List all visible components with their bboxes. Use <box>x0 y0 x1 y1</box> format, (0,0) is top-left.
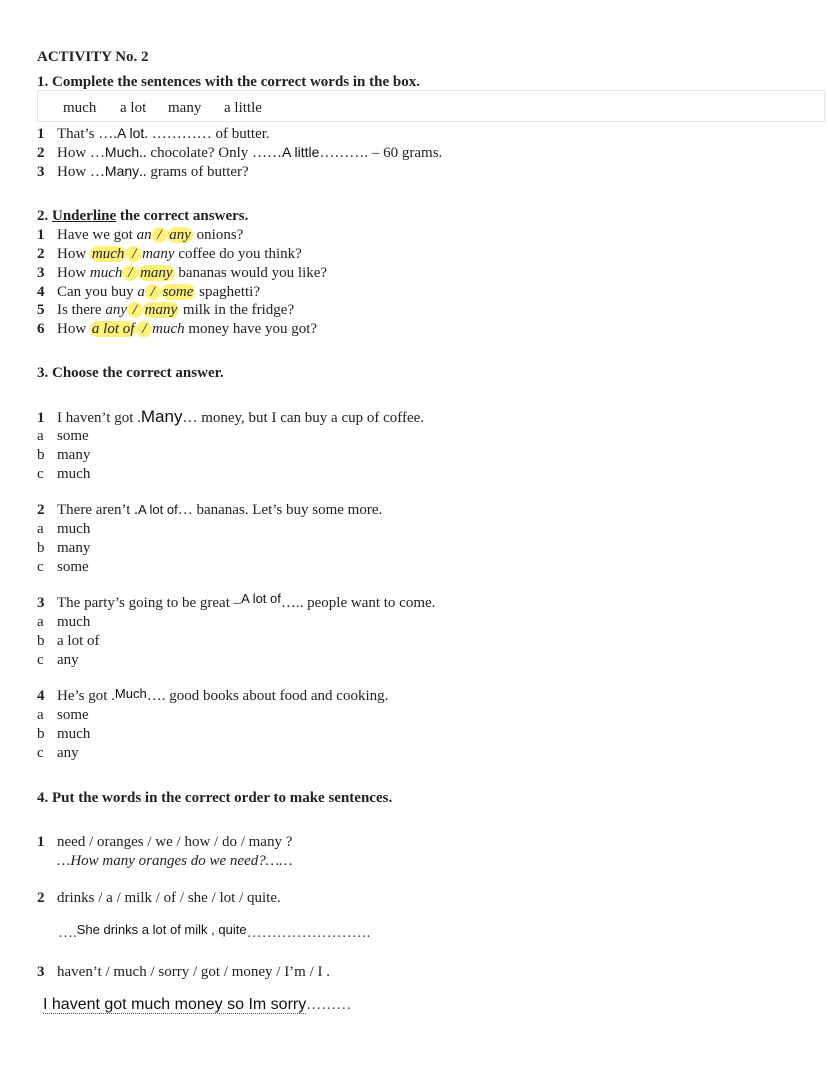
word-prompt: haven’t / much / sorry / got / money / I’m / I . <box>57 964 331 980</box>
option-text: a lot of <box>57 633 100 649</box>
option-word: an <box>136 227 152 243</box>
question-text: …. good books about food and cooking. <box>146 688 389 704</box>
s2-item <box>37 226 243 244</box>
item-text: bananas would you like? <box>174 265 328 281</box>
handwritten-answer: A lot of <box>137 502 178 517</box>
handwritten-answer: Many <box>140 407 183 426</box>
option-letter: c <box>37 745 44 761</box>
option-text: many <box>57 447 91 463</box>
s3-question-2 <box>37 501 382 519</box>
word-box-item: a little <box>224 100 262 116</box>
s3-question-3 <box>37 591 436 612</box>
option <box>37 632 100 650</box>
option-text: much <box>57 726 91 742</box>
option-text: much <box>57 521 91 537</box>
option-text: much <box>57 614 91 630</box>
item-text: Can you buy <box>57 284 138 300</box>
question-number: 1 <box>37 834 45 850</box>
question-number: 3 <box>37 595 45 611</box>
option-word: many <box>144 302 178 318</box>
option <box>37 725 90 743</box>
option-word: many <box>142 246 175 262</box>
option-separator: / <box>138 321 151 337</box>
answer-dots: ……………………. <box>246 925 371 941</box>
answer-line: …How many oranges do we need?…… <box>57 853 293 869</box>
option-letter: b <box>37 726 45 742</box>
item-number: 3 <box>37 265 45 281</box>
item-text: . ………… of butter. <box>144 126 270 142</box>
item-number: 2 <box>37 246 45 262</box>
option-separator: / <box>128 302 141 318</box>
s2-item <box>37 320 317 338</box>
item-text: How … <box>57 145 105 161</box>
handwritten-answer: A lot of <box>241 591 281 606</box>
word-box <box>37 90 825 122</box>
option <box>37 520 90 538</box>
option-separator: / <box>153 227 166 243</box>
option <box>37 706 89 724</box>
handwritten-answer: Much <box>104 144 140 160</box>
option-letter: c <box>37 652 44 668</box>
word-prompt: drinks / a / milk / of / she / lot / quite. <box>57 890 281 906</box>
word-box-item: a lot <box>120 100 147 116</box>
item-text: Have we got <box>57 227 137 243</box>
option-separator: / <box>128 246 141 262</box>
word-box-item: many <box>168 100 202 116</box>
item-text: money have you got? <box>184 321 318 337</box>
item-text: .. grams of butter? <box>139 164 249 180</box>
s4-question-2 <box>37 889 281 907</box>
s2-item <box>37 301 294 319</box>
option-word: much <box>152 321 185 337</box>
answer-line <box>43 996 351 1014</box>
option-text: much <box>57 466 91 482</box>
question-text: ….. people want to come. <box>280 595 436 611</box>
option-word: many <box>140 265 173 281</box>
s3-question-4 <box>37 687 388 705</box>
question-text: … money, but I can buy a cup of coffee. <box>182 410 425 426</box>
s3-question-1 <box>37 408 424 427</box>
item-text: How <box>57 321 90 337</box>
question-number: 1 <box>37 410 45 426</box>
section-4-heading: 4. Put the words in the correct order to make sentences. <box>37 790 393 806</box>
s1-item-2 <box>37 143 442 162</box>
option-word: a lot of <box>91 321 135 337</box>
question-number: 2 <box>37 890 45 906</box>
option <box>37 613 90 631</box>
section-2-heading <box>37 207 248 225</box>
option-word: much <box>89 265 123 281</box>
item-text: onions? <box>192 227 244 243</box>
item-number: 4 <box>37 284 45 300</box>
option-letter: a <box>37 707 44 723</box>
handwritten-answer: She drinks a lot of milk , quite <box>76 922 247 937</box>
section-3-heading: 3. Choose the correct answer. <box>37 365 224 381</box>
item-number: 3 <box>37 164 45 180</box>
option-letter: b <box>37 540 45 556</box>
option-letter: c <box>37 466 44 482</box>
option <box>37 446 90 464</box>
item-text: Is there <box>57 302 106 318</box>
question-text: I haven’t got . <box>57 410 141 426</box>
item-text: coffee do you think? <box>174 246 302 262</box>
item-number: 6 <box>37 321 45 337</box>
answer-dots: ……… <box>306 997 352 1013</box>
item-text: milk in the fridge? <box>179 302 295 318</box>
handwritten-answer: A little <box>282 144 320 160</box>
s2-item <box>37 283 260 301</box>
option <box>37 539 90 557</box>
item-text: spaghetti? <box>195 284 260 300</box>
word-box-item: much <box>63 100 97 116</box>
option-letter: a <box>37 428 44 444</box>
option-word: a <box>137 284 145 300</box>
item-text: .. chocolate? Only …… <box>139 145 283 161</box>
answer-line <box>58 924 370 942</box>
option <box>37 744 79 762</box>
word-prompt: need / oranges / we / how / do / many ? <box>57 834 293 850</box>
item-number: 2 <box>37 145 45 161</box>
option-text: any <box>57 652 79 668</box>
question-text: There aren’t . <box>57 502 138 518</box>
option-word: much <box>91 246 125 262</box>
item-text: That’s …. <box>57 126 117 142</box>
s4-question-3 <box>37 963 330 981</box>
option <box>37 427 89 445</box>
option-text: any <box>57 745 79 761</box>
option-separator: / <box>146 284 159 300</box>
section-1-heading: 1. Complete the sentences with the correct words in the box. <box>37 74 420 90</box>
handwritten-answer: Much <box>114 686 147 701</box>
s4-question-1 <box>37 833 292 851</box>
item-text: How <box>57 265 90 281</box>
option-letter: c <box>37 559 44 575</box>
page-title: ACTIVITY No. 2 <box>37 49 149 65</box>
option <box>37 651 79 669</box>
s1-item-3 <box>37 162 249 181</box>
item-number: 1 <box>37 126 45 142</box>
question-number: 3 <box>37 964 45 980</box>
handwritten-answer: Many <box>104 163 140 179</box>
s1-item-1 <box>37 124 270 143</box>
question-text: … bananas. Let’s buy some more. <box>177 502 383 518</box>
option-text: many <box>57 540 91 556</box>
answer-dots: …. <box>58 925 77 941</box>
item-number: 1 <box>37 227 45 243</box>
question-text: The party’s going to be great – <box>57 595 242 611</box>
item-number: 5 <box>37 302 45 318</box>
heading-underline-word: Underline <box>52 208 117 224</box>
question-number: 2 <box>37 502 45 518</box>
heading-number: 2. <box>37 208 49 224</box>
handwritten-answer: I havent got much money so Im sorry <box>43 996 307 1013</box>
option-word: any <box>169 227 191 243</box>
option-letter: a <box>37 521 44 537</box>
item-text: How … <box>57 164 105 180</box>
option-letter: b <box>37 633 45 649</box>
option-word: any <box>105 302 127 318</box>
item-text: How <box>57 246 90 262</box>
option-text: some <box>57 559 89 575</box>
option <box>37 465 90 483</box>
option <box>37 558 89 576</box>
option-word: some <box>162 284 194 300</box>
option-text: some <box>57 428 89 444</box>
s2-item <box>37 264 327 282</box>
question-text: He’s got . <box>57 688 115 704</box>
option-letter: b <box>37 447 45 463</box>
question-number: 4 <box>37 688 45 704</box>
handwritten-answer: A lot <box>117 125 145 141</box>
option-separator: / <box>124 265 137 281</box>
heading-text: the correct answers. <box>119 208 249 224</box>
option-letter: a <box>37 614 44 630</box>
s2-item <box>37 245 302 263</box>
option-text: some <box>57 707 89 723</box>
item-text: ………. – 60 grams. <box>319 145 443 161</box>
